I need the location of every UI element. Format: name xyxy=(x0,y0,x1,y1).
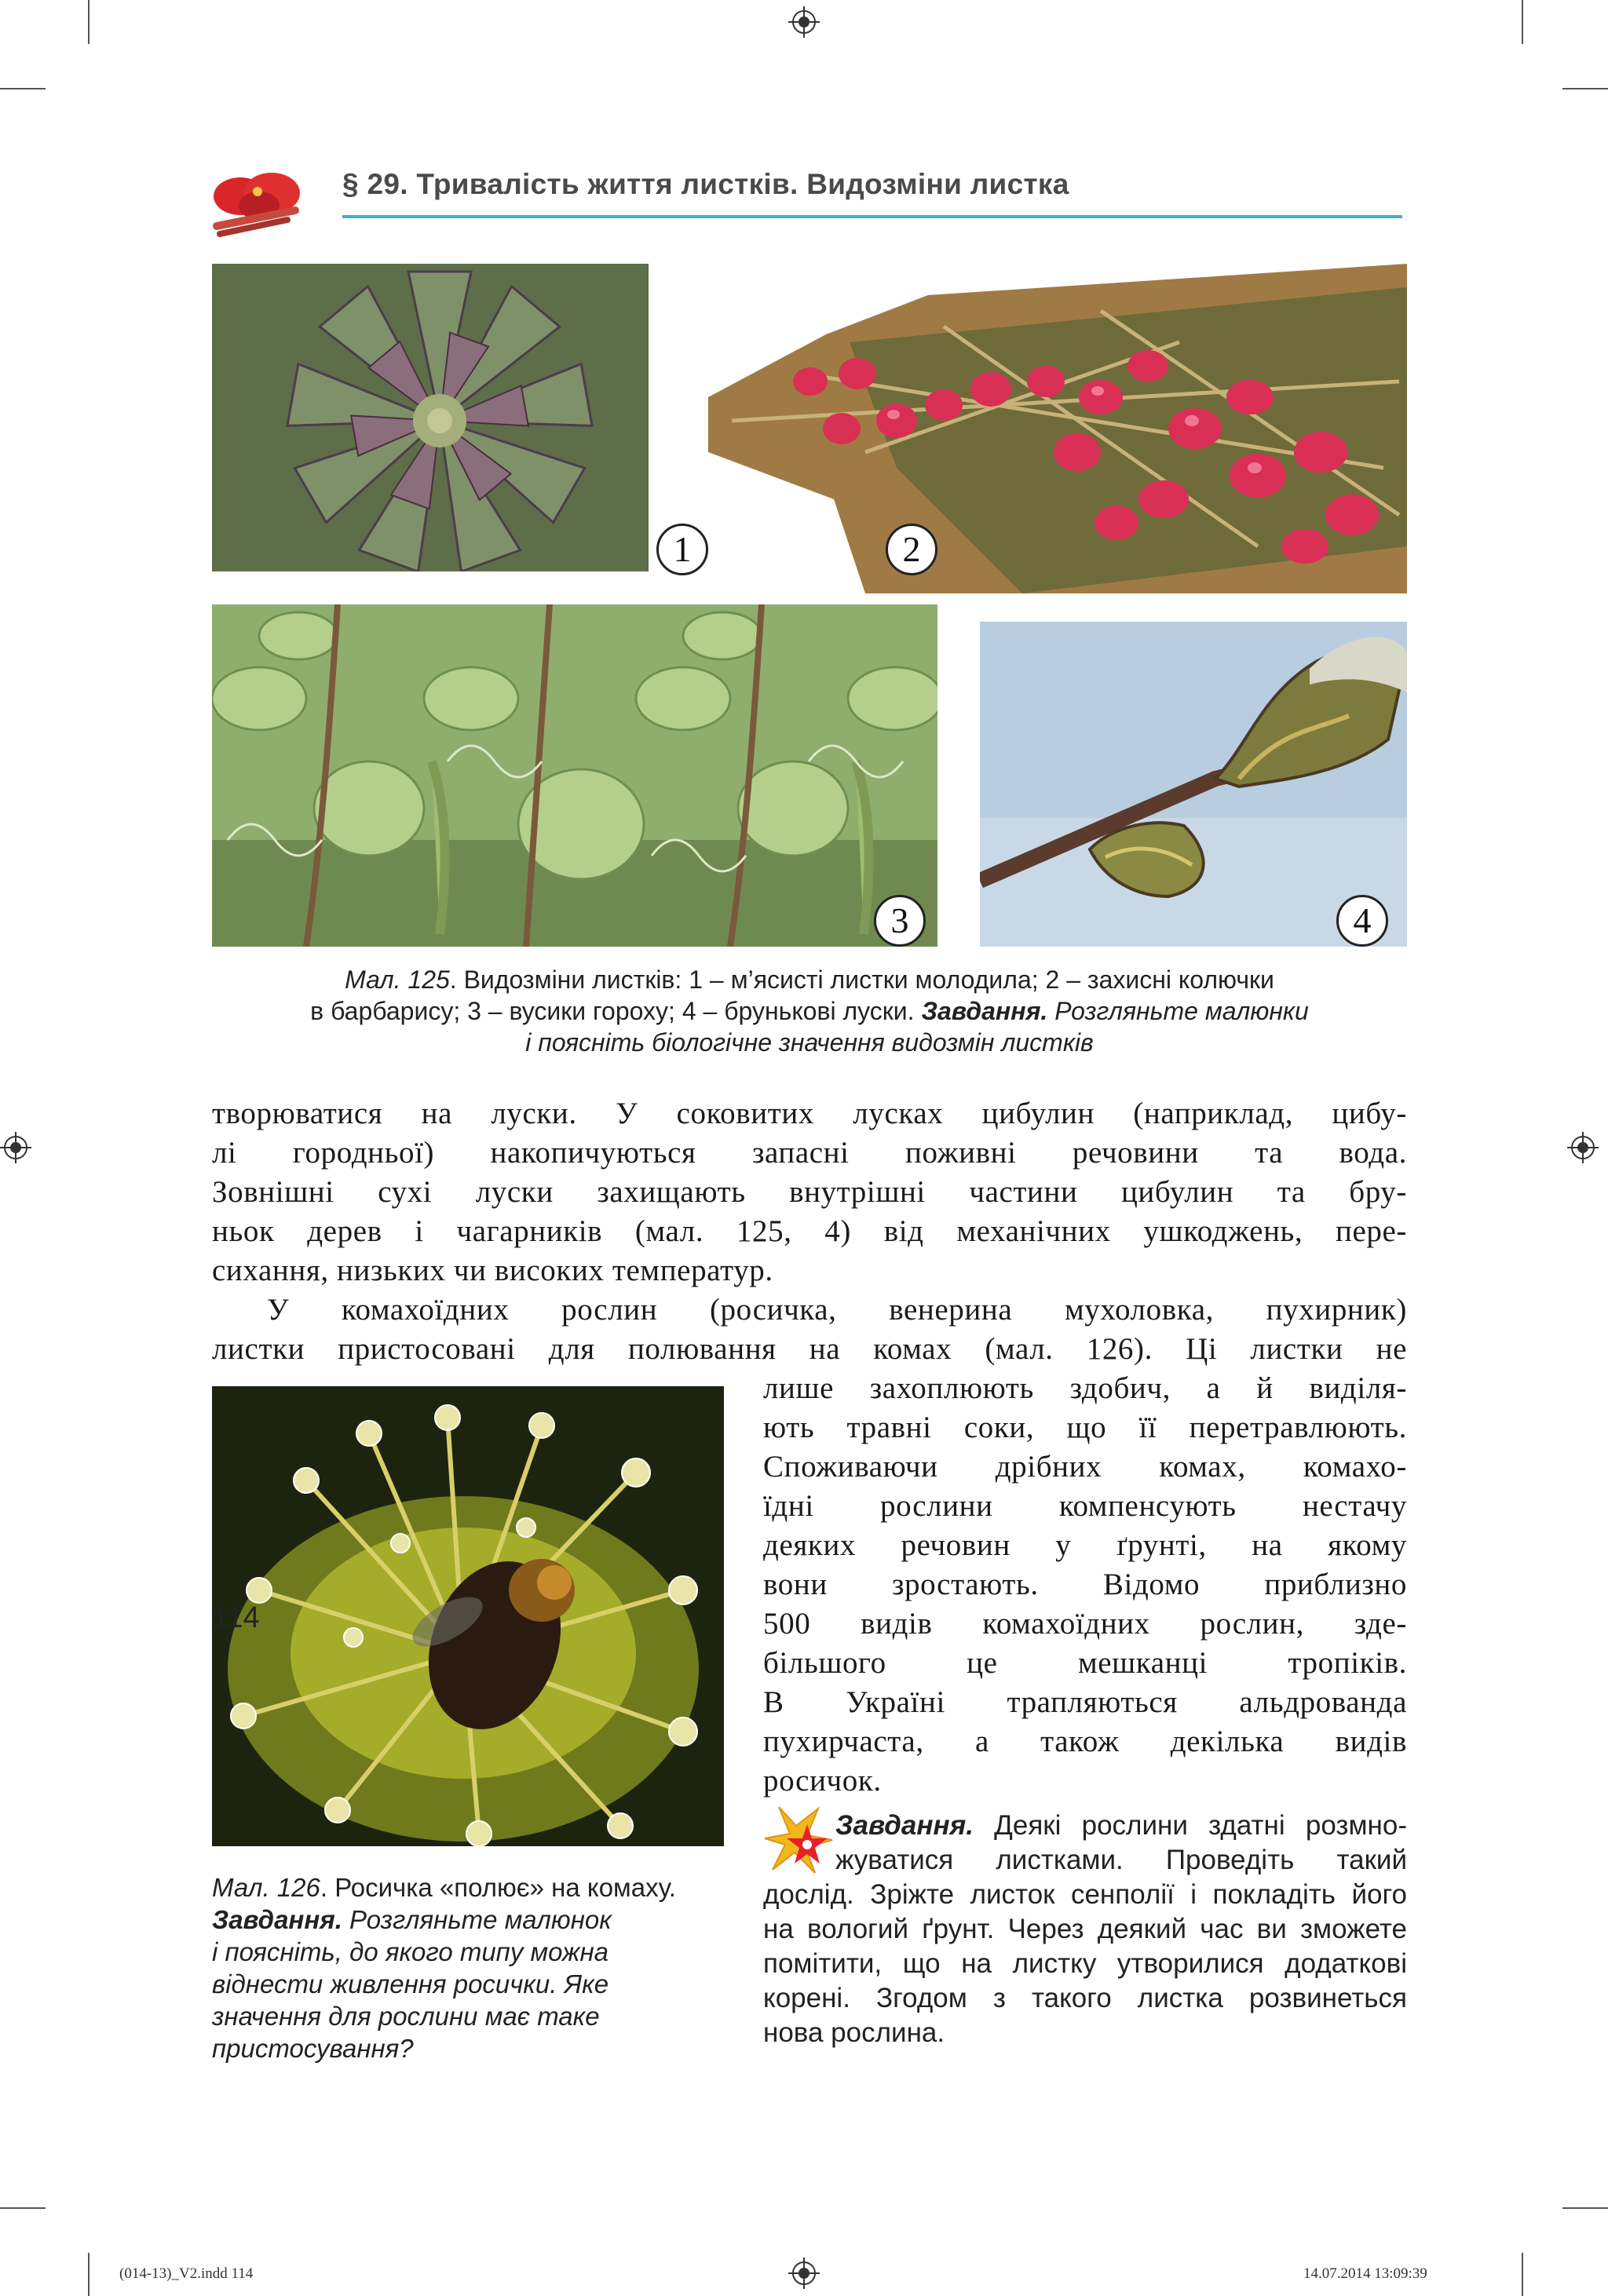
caption-label: Мал. 125 xyxy=(345,965,450,994)
figure-number-badge: 3 xyxy=(874,895,926,947)
caption-task-text: значення для рослини має таке xyxy=(212,2002,600,2031)
flower-logo-icon xyxy=(209,165,308,237)
body-text-line: Зовнішні сухі луски захищають внутрішні частини цибулин та бру- xyxy=(212,1175,1407,1209)
crop-mark xyxy=(1522,0,1523,44)
caption-label: Мал. 126 xyxy=(212,1873,320,1902)
body-text-line: вони зростають. Відомо приблизно xyxy=(763,1568,1407,1601)
registration-mark-icon xyxy=(788,6,820,38)
body-text-line: листки пристосовані для полювання на комах (мал. 126). Ці листки не xyxy=(212,1332,1407,1366)
photo-barberry xyxy=(708,264,1407,593)
task-line: корені. Згодом з такого листка розвинеться xyxy=(763,1983,1407,2013)
task-text: Деякі рослини здатні розмно- xyxy=(973,1810,1407,1841)
caption-task-text: пристосування? xyxy=(212,2034,414,2063)
caption-line xyxy=(212,1871,730,1904)
body-text-line: В Україні трапляються альдрованда xyxy=(763,1685,1407,1719)
body-text-line: творюватися на луски. У соковитих лусках цибулин (наприклад, цибу- xyxy=(212,1097,1407,1130)
caption-task-text: і поясніть біологічне значення видозмін листків xyxy=(525,1028,1094,1057)
caption-task-text: віднести живлення росички. Яке xyxy=(212,1969,609,1999)
photo-sundew-fly xyxy=(212,1386,724,1846)
print-footer-file: (014-13)_V2.indd 114 xyxy=(119,2265,254,2282)
task-line: жуватися листками. Проведіть такий xyxy=(835,1845,1407,1875)
body-text-line: більшого це мешканці тропіків. xyxy=(763,1646,1407,1680)
photo-houseleek xyxy=(212,264,649,571)
caption-line xyxy=(212,1936,730,1968)
crop-mark xyxy=(88,0,90,44)
page-number: 114 xyxy=(212,1601,260,1634)
body-text-line: лише захоплюють здобич, а й виділя- xyxy=(763,1371,1407,1405)
figure-125-caption xyxy=(212,964,1407,1058)
body-text-line: лі городньої) накопичуються запасні поживні речовини та вода. xyxy=(212,1136,1407,1170)
body-text-line: їдні рослини компенсують нестачу xyxy=(763,1489,1407,1523)
task-label: Завдання. xyxy=(921,997,1048,1025)
registration-mark-icon xyxy=(1567,1132,1599,1163)
task-block xyxy=(763,1809,1407,2050)
body-text-line: пухирчаста, а також декілька видів xyxy=(763,1725,1407,1758)
caption-line xyxy=(212,1904,730,1936)
task-label: Завдання. xyxy=(212,1905,342,1934)
body-text-line: росичок. xyxy=(763,1764,882,1798)
task-line xyxy=(835,1809,1407,1843)
body-text-line: ють травні соки, що її перетравлюють. xyxy=(763,1411,1407,1444)
crop-mark xyxy=(1522,2253,1523,2296)
print-footer-date: 14.07.2014 13:09:39 xyxy=(1303,2265,1427,2282)
caption-line xyxy=(212,964,1407,995)
body-text-line: сихання, низьких чи високих температур. xyxy=(212,1254,773,1287)
body-text-line: Споживаючи дрібних комах, комахо- xyxy=(763,1450,1407,1484)
caption-task-text: Розгляньте малюнки xyxy=(1047,997,1309,1025)
body-text-line: деяких речовин у ґрунті, на якому xyxy=(763,1528,1407,1562)
caption-text: . Росичка «полює» на комаху. xyxy=(320,1873,676,1902)
caption-line xyxy=(212,1968,730,2000)
body-text-line: У комахоїдних рослин (росичка, венерина мухоловка, пухирник) xyxy=(267,1293,1407,1327)
crop-mark xyxy=(1562,2207,1608,2209)
body-text-line: ньок дерев і чагарників (мал. 125, 4) від механічних ушкоджень, пере- xyxy=(212,1214,1407,1248)
task-line: нова рослина. xyxy=(763,2017,945,2048)
caption-line xyxy=(212,2032,730,2064)
caption-line xyxy=(212,1027,1407,1058)
caption-line xyxy=(212,2000,730,2032)
crop-mark xyxy=(88,2253,90,2296)
figure-number-badge: 4 xyxy=(1336,895,1388,947)
caption-task-text: Розгляньте малюнок xyxy=(342,1905,612,1934)
registration-mark-icon xyxy=(788,2258,820,2289)
figure-number-badge: 2 xyxy=(886,524,937,575)
task-line: помітити, що на листку утворилися додаткові xyxy=(763,1948,1407,1979)
photo-bud-scales xyxy=(980,622,1407,947)
caption-line xyxy=(212,995,1407,1027)
task-label: Завдання. xyxy=(835,1810,974,1841)
caption-task-text: і поясніть, до якого типу можна xyxy=(212,1937,608,1966)
crop-mark xyxy=(1562,88,1608,89)
body-text-line: 500 видів комахоїдних рослин, зде- xyxy=(763,1607,1407,1641)
task-line: на вологий ґрунт. Через деякий час ви зможете xyxy=(763,1914,1407,1944)
crop-mark xyxy=(0,88,46,89)
header-rule xyxy=(342,215,1402,218)
task-line: дослід. Зріжте листок сенполії і покладіть його xyxy=(763,1879,1407,1910)
figure-126-caption xyxy=(212,1871,730,2064)
caption-text: в барбарису; 3 – вусики гороху; 4 – брунькові луски. xyxy=(310,997,922,1025)
caption-text: . Видозміни листків: 1 – м’ясисті листки молодила; 2 – захисні колючки xyxy=(449,965,1274,994)
crop-mark xyxy=(0,2207,46,2209)
section-title: § 29. Тривалість життя листків. Видозміни листка xyxy=(342,168,1069,200)
photo-pea-tendrils xyxy=(212,604,937,947)
figure-number-badge: 1 xyxy=(656,524,708,575)
registration-mark-icon xyxy=(0,1132,31,1163)
